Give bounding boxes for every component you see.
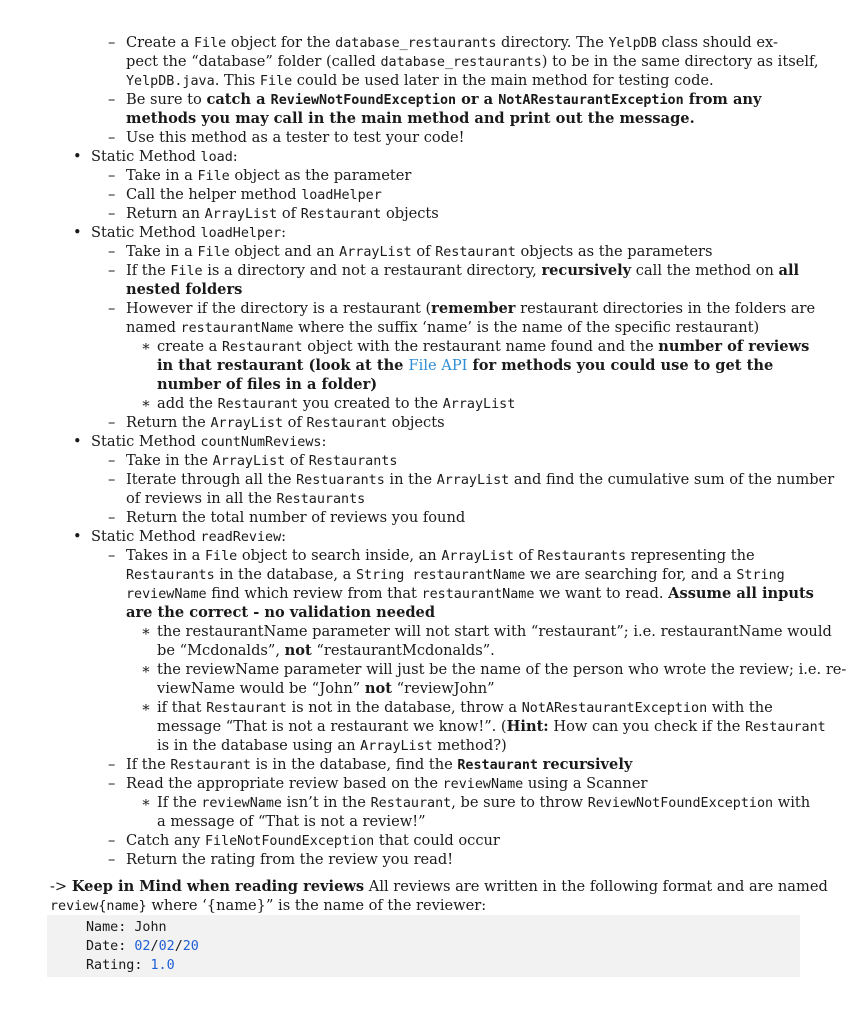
read-item-3: Read the appropriate review based on the reviewName using a Scanner <box>126 775 648 792</box>
dash-marker: – <box>108 34 116 51</box>
read-item-1: Takes in a File object to search inside, an ArrayList of Restaurants representing the <box>126 547 755 564</box>
read-item-2: If the Restaurant is in the database, find the Restaurant recursively <box>126 756 633 773</box>
keep-in-mind-line-1: -> Keep in Mind when reading reviews All reviews are written in the following format and are named <box>50 878 828 895</box>
readreview-title: Static Method readReview: <box>91 528 287 545</box>
bullet-marker: • <box>73 528 82 545</box>
read-item-1-cont-3: are the correct - no validation needed <box>126 604 436 621</box>
create-file-line-3: YelpDB.java. This File could be used later in the main method for testing code. <box>126 72 714 89</box>
load-item-3: Return an ArrayList of Restaurant objects <box>126 205 439 222</box>
dash-marker: – <box>108 756 116 773</box>
loadhelper-item-3-cont: named restaurantName where the suffix ‘name’ is the name of the specific restaurant) <box>126 319 760 336</box>
catch-exception-line-2: methods you may call in the main method and print out the message. <box>126 110 695 127</box>
count-item-2: Iterate through all the Restuarants in the ArrayList and find the cumulative sum of the number <box>126 471 835 488</box>
star-marker: ∗ <box>141 623 151 640</box>
read-sub-1: the restaurantName parameter will not start with “restaurant”; i.e. restaurantName would <box>157 623 832 640</box>
read-sub-2: the reviewName parameter will just be the name of the person who wrote the review; i.e. re- <box>157 661 847 678</box>
dash-marker: – <box>108 452 116 469</box>
loadhelper-sub-1-cont: in that restaurant (look at the File API for methods you could use to get the <box>157 357 774 374</box>
star-marker: ∗ <box>141 661 151 678</box>
read-item-1-cont-2: reviewName find which review from that restaurantName we want to read. Assume all inputs <box>126 585 814 602</box>
tester-line: Use this method as a tester to test your code! <box>126 129 465 146</box>
dash-marker: – <box>108 471 116 488</box>
dash-marker: – <box>108 262 116 279</box>
count-item-2-cont: of reviews in all the Restaurants <box>126 490 366 507</box>
dash-marker: – <box>108 509 116 526</box>
read-item-4: Catch any FileNotFoundException that could occur <box>126 832 500 849</box>
load-title: Static Method load: <box>91 148 238 165</box>
star-marker: ∗ <box>141 699 151 716</box>
loadhelper-title: Static Method loadHelper: <box>91 224 287 241</box>
code-line-name: Name: John <box>86 920 167 935</box>
star-marker: ∗ <box>141 338 151 355</box>
loadhelper-sub-2: add the Restaurant you created to the ArrayList <box>157 395 516 412</box>
dash-marker: – <box>108 775 116 792</box>
read-sub-3-cont: message “That is not a restaurant we know!”. (Hint: How can you check if the Restaurant <box>157 718 826 735</box>
dash-marker: – <box>108 547 116 564</box>
loadhelper-item-3: However if the directory is a restaurant (remember restaurant directories in the folders are <box>126 300 816 317</box>
dash-marker: – <box>108 205 116 222</box>
catch-exception-line-1: Be sure to catch a ReviewNotFoundException or a NotARestaurantException from any <box>126 91 762 108</box>
read-sub-4: If the reviewName isn’t in the Restaurant, be sure to throw ReviewNotFoundException with <box>157 794 811 811</box>
star-marker: ∗ <box>141 395 151 412</box>
loadhelper-item-2: If the File is a directory and not a restaurant directory, recursively call the method on all <box>126 262 800 279</box>
countnumreviews-title: Static Method countNumReviews: <box>91 433 327 450</box>
count-item-3: Return the total number of reviews you found <box>126 509 466 526</box>
dash-marker: – <box>108 300 116 317</box>
dash-marker: – <box>108 414 116 431</box>
loadhelper-item-2-cont: nested folders <box>126 281 243 298</box>
loadhelper-item-1: Take in a File object and an ArrayList of Restaurant objects as the parameters <box>126 243 713 260</box>
dash-marker: – <box>108 851 116 868</box>
load-item-1: Take in a File object as the parameter <box>126 167 412 184</box>
code-line-date: Date: 02/02/20 <box>86 939 199 954</box>
read-item-1-cont: Restaurants in the database, a String restaurantName we are searching for, and a String <box>126 566 785 583</box>
dash-marker: – <box>108 129 116 146</box>
keep-in-mind-line-2: review{name} where ‘{name}” is the name of the reviewer: <box>50 897 487 914</box>
file-api-link[interactable]: File API <box>408 357 468 374</box>
dash-marker: – <box>108 832 116 849</box>
bullet-marker: • <box>73 148 82 165</box>
loadhelper-item-4: Return the ArrayList of Restaurant objects <box>126 414 445 431</box>
dash-marker: – <box>108 167 116 184</box>
star-marker: ∗ <box>141 794 151 811</box>
bullet-marker: • <box>73 224 82 241</box>
create-file-line-1: Create a File object for the database_restaurants directory. The YelpDB class should ex- <box>126 34 778 51</box>
load-item-2: Call the helper method loadHelper <box>126 186 382 203</box>
dash-marker: – <box>108 243 116 260</box>
count-item-1: Take in the ArrayList of Restaurants <box>126 452 398 469</box>
read-item-5: Return the rating from the review you read! <box>126 851 454 868</box>
create-file-line-2: pect the “database” folder (called database_restaurants) to be in the same directory as itself, <box>126 53 819 70</box>
dash-marker: – <box>108 186 116 203</box>
loadhelper-sub-1-cont-2: number of files in a folder) <box>157 376 378 393</box>
dash-marker: – <box>108 91 116 108</box>
read-sub-3-cont-2: is in the database using an ArrayList method?) <box>157 737 507 754</box>
read-sub-2-cont: viewName would be “John” not “reviewJohn” <box>157 680 495 697</box>
bullet-marker: • <box>73 433 82 450</box>
code-line-rating: Rating: 1.0 <box>86 958 175 973</box>
read-sub-4-cont: a message of “That is not a review!” <box>157 813 426 830</box>
read-sub-3: if that Restaurant is not in the database, throw a NotARestaurantException with the <box>157 699 773 716</box>
read-sub-1-cont: be “Mcdonalds”, not “restaurantMcdonalds”. <box>157 642 495 659</box>
loadhelper-sub-1: create a Restaurant object with the restaurant name found and the number of reviews <box>157 338 810 355</box>
